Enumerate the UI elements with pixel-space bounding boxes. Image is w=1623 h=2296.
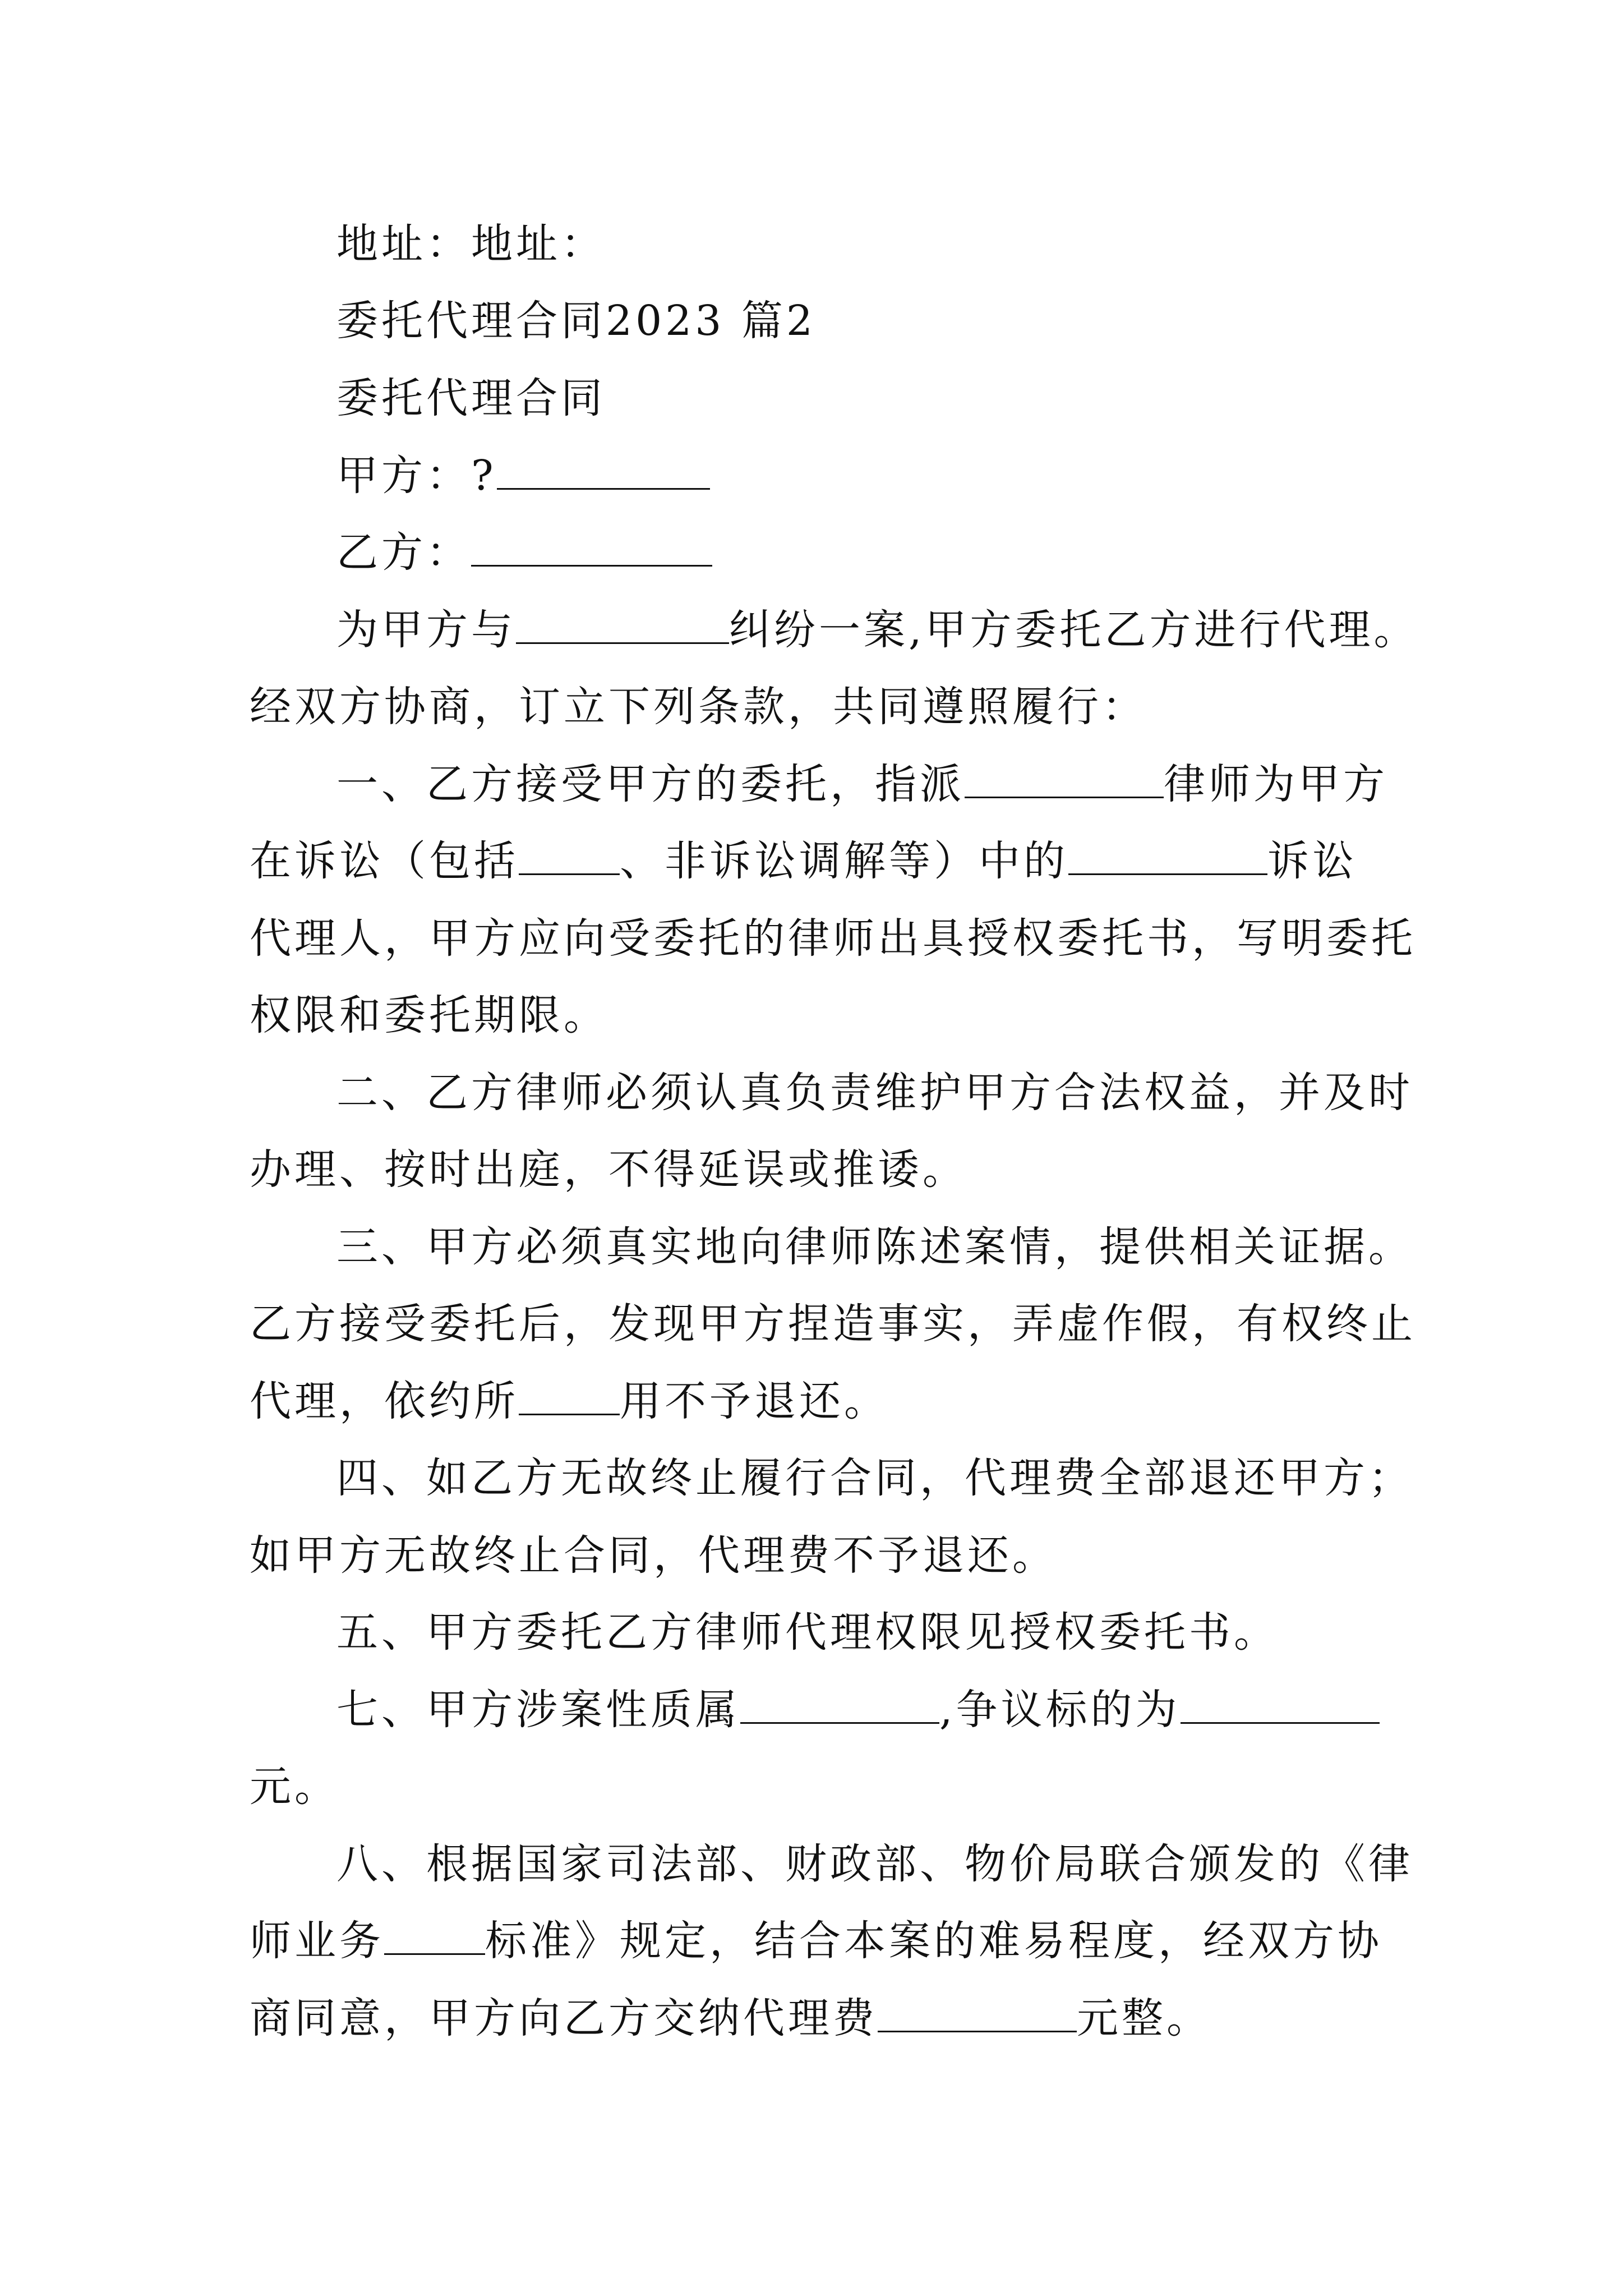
party-b-blank — [471, 530, 712, 567]
clause-1-text-g: 权限和委托期限。 — [250, 991, 608, 1039]
party-a-line — [336, 450, 1394, 501]
case-nature-blank — [740, 1687, 939, 1724]
clause-1-text-f: 代理人，甲方应向受委托的律师出具授权委托书，写明委托 — [250, 914, 1416, 963]
clause-1-line-4 — [250, 990, 1394, 1041]
intro-text-a: 为甲方与 — [336, 606, 516, 654]
clause-2-text-a: 二、乙方律师必须认真负责维护甲方合法权益，并及时 — [336, 1069, 1413, 1117]
clause-7-line-2 — [250, 1761, 1394, 1812]
clause-1-text-a: 一、乙方接受甲方的委托，指派 — [336, 760, 965, 808]
clause-3-line-3 — [250, 1376, 1394, 1427]
clause-1-text-e: 诉讼 — [1267, 837, 1357, 885]
paragraph-intro-line-1 — [336, 605, 1419, 655]
fee-standard-blank — [384, 1918, 485, 1955]
clause-3-line-1 — [336, 1222, 1413, 1272]
clause-2-line-2 — [250, 1144, 1394, 1195]
clause-7-line-1 — [336, 1685, 1394, 1735]
clause-8-text-a: 八、根据国家司法部、财政部、物价局联合颁发的《律 — [336, 1840, 1413, 1888]
agency-fee-blank — [878, 1996, 1077, 2032]
clause-3-line-2 — [250, 1299, 1416, 1349]
agent-role-blank — [1068, 839, 1267, 875]
clause-1-text-c: 在诉讼（包括 — [250, 837, 519, 885]
clause-4-line-2 — [250, 1530, 1394, 1581]
address-line — [336, 219, 1394, 269]
party-a-label: 甲方：? — [336, 452, 497, 500]
clause-5-line — [336, 1607, 1394, 1658]
party-b-label: 乙方： — [336, 528, 471, 577]
clause-1-text-b: 律师为甲方 — [1164, 760, 1388, 808]
clause-3-text-c: 代理，依约所 — [250, 1377, 519, 1425]
clause-7-text-c: 元。 — [250, 1763, 339, 1811]
clause-4-line-1 — [336, 1453, 1413, 1503]
scope-blank — [519, 839, 620, 875]
lawyer-name-blank — [965, 762, 1164, 798]
contract-title-text: 委托代理合同 — [336, 374, 606, 422]
party-b-line — [336, 527, 1394, 578]
clause-1-text-d: 、非诉讼调解等）中的 — [620, 837, 1068, 885]
clause-3-text-d: 用不予退还。 — [620, 1377, 889, 1425]
dispute-party-blank — [516, 608, 729, 644]
clause-7-text-b: ,争议标的为 — [939, 1686, 1181, 1734]
clause-8-line-3 — [250, 1993, 1394, 2044]
clause-8-line-1 — [336, 1839, 1413, 1889]
clause-3-text-b: 乙方接受委托后，发现甲方捏造事实，弄虚作假，有权终止 — [250, 1300, 1416, 1348]
clause-7-text-a: 七、甲方涉案性质属 — [336, 1686, 740, 1734]
address-text: 地址：地址： — [336, 220, 606, 268]
fee-blank — [519, 1379, 620, 1415]
clause-8-text-e: 元整。 — [1077, 1994, 1211, 2042]
clause-5-text: 五、甲方委托乙方律师代理权限见授权委托书。 — [336, 1608, 1279, 1657]
dispute-amount-blank — [1181, 1687, 1380, 1724]
clause-2-text-b: 办理、按时出庭，不得延误或推诿。 — [250, 1145, 967, 1194]
paragraph-intro-line-2 — [250, 682, 1394, 732]
party-a-blank — [497, 453, 710, 490]
clause-3-text-a: 三、甲方必须真实地向律师陈述案情，提供相关证据。 — [336, 1223, 1413, 1271]
contract-heading-text: 委托代理合同2023 篇2 — [336, 297, 816, 345]
clause-4-text-b: 如甲方无故终止合同，代理费不予退还。 — [250, 1531, 1057, 1580]
clause-8-text-d: 商同意，甲方向乙方交纳代理费 — [250, 1994, 878, 2042]
clause-1-line-1 — [336, 759, 1394, 809]
intro-text-b: 纠纷一案,甲方委托乙方进行代理。 — [729, 606, 1419, 654]
clause-8-text-c: 标准》规定，结合本案的难易程度，经双方协 — [485, 1917, 1382, 1965]
clause-1-line-3 — [250, 913, 1416, 964]
clause-8-text-b: 师业务 — [250, 1917, 384, 1965]
clause-8-line-2 — [250, 1916, 1394, 1966]
intro-text-c: 经双方协商，订立下列条款，共同遵照履行： — [250, 683, 1147, 731]
contract-title-line — [336, 373, 1394, 424]
clause-1-line-2 — [250, 836, 1394, 886]
clause-2-line-1 — [336, 1068, 1413, 1118]
clause-4-text-a: 四、如乙方无故终止履行合同，代理费全部退还甲方； — [336, 1454, 1413, 1502]
contract-heading-line — [336, 296, 1394, 346]
